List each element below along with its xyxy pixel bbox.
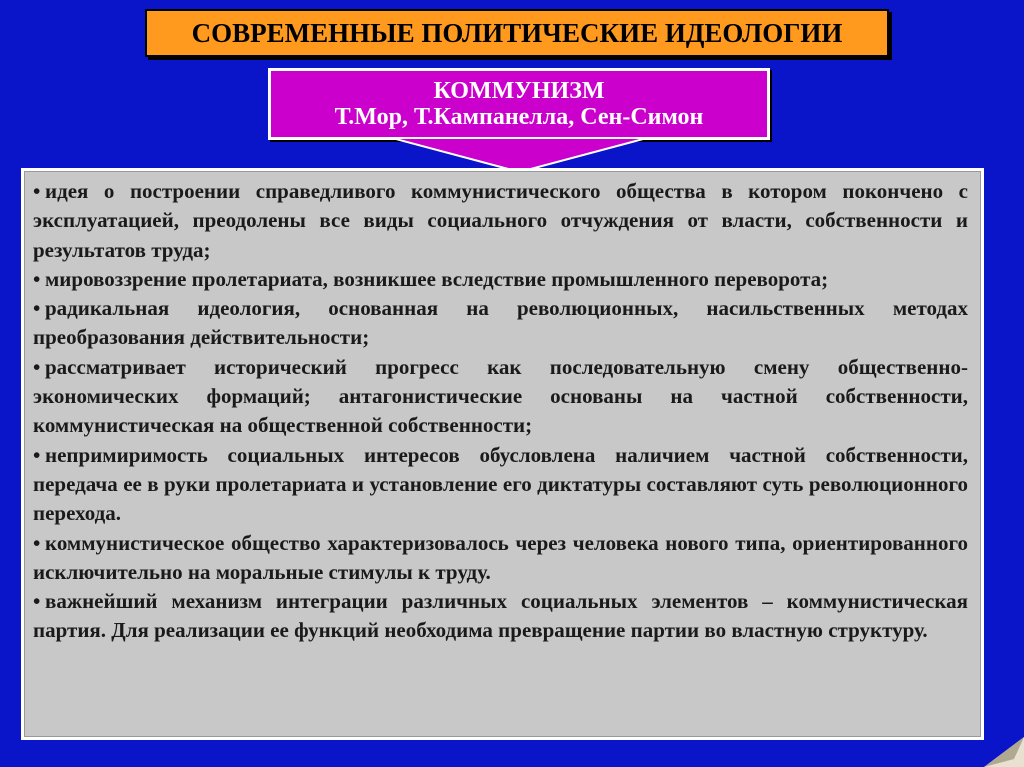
list-item-text: мировоззрение пролетариата, возникшее вследствие промышленного переворота; [45, 266, 829, 291]
list-item-text: идея о построении справедливого коммунистического общества в котором покончено с эксплуатацией, преодолены все виды социального отчуждения от власти, собственности и результатов труда; [33, 179, 968, 262]
bullet-icon: • [33, 266, 41, 291]
slide-title [145, 9, 889, 57]
bullet-icon: • [33, 530, 41, 555]
list-item [33, 177, 968, 265]
list-item-text: важнейший механизм интеграции различных социальных элементов – коммунистическая партия. Для реализации ее функций необходима превращение партии во властную структуру. [33, 589, 968, 643]
bullet-icon: • [33, 354, 41, 379]
bullet-icon: • [33, 179, 41, 203]
list-item-text: коммунистическое общество характеризовалось через человека нового типа, ориентированного исключительно на моральные стимулы к труду. [33, 530, 968, 584]
subject-authors: Т.Мор, Т.Кампанелла, Сен-Симон [334, 104, 704, 130]
bullet-list [33, 177, 968, 646]
subject-heading: КОММУНИЗМ [433, 78, 605, 104]
down-arrow-icon [392, 138, 647, 172]
list-item [33, 529, 968, 588]
page-curl-icon [984, 737, 1024, 767]
list-item [33, 353, 968, 441]
list-item [33, 441, 968, 529]
bullet-icon: • [33, 589, 41, 614]
list-item [33, 294, 968, 353]
content-box [21, 168, 984, 740]
list-item-text: рассматривает исторический прогресс как последовательную смену общественно-экономических формаций; антагонистические основаны на частной собственности, коммунистическая на общественной собственности; [33, 354, 968, 438]
bullet-icon: • [33, 296, 41, 321]
bullet-icon: • [33, 442, 41, 467]
list-item [33, 265, 968, 294]
list-item-text: радикальная идеология, основанная на революционных, насильственных методах преобразования действительности; [33, 296, 968, 350]
slide-title-text: СОВРЕМЕННЫЕ ПОЛИТИЧЕСКИЕ ИДЕОЛОГИИ [191, 17, 843, 48]
list-item [33, 587, 968, 646]
subject-box [268, 68, 770, 140]
list-item-text: непримиримость социальных интересов обусловлена наличием частной собственности, передача ее в руки пролетариата и установление его диктатуры составляют суть революционного перехода. [33, 442, 968, 526]
